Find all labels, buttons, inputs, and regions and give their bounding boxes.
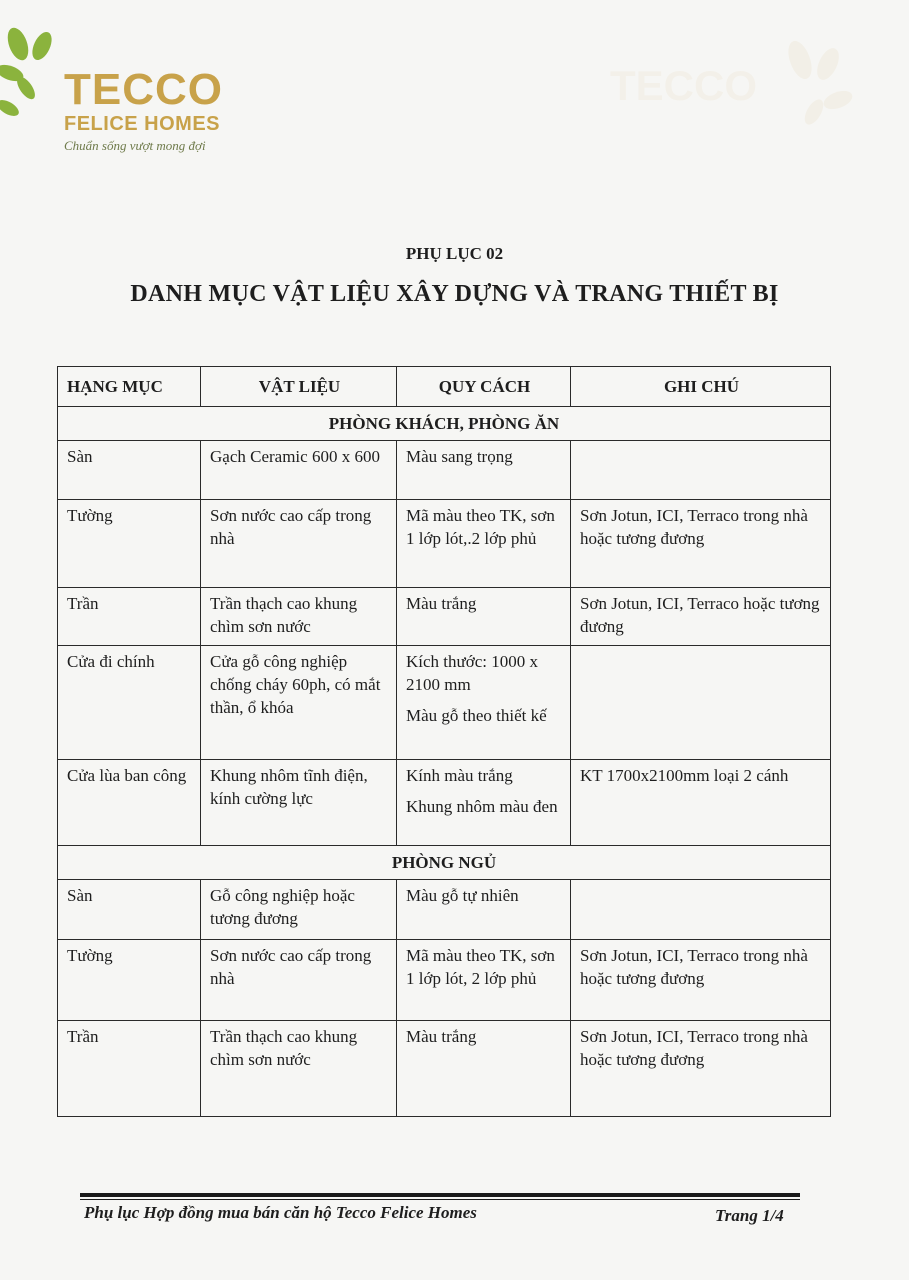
section-title: PHÒNG NGỦ <box>58 846 831 880</box>
brand-logo <box>0 18 260 153</box>
table-row <box>58 940 831 1021</box>
cell-item: Sàn <box>58 880 201 940</box>
cell-material: Trần thạch cao khung chìm sơn nước <box>201 588 397 646</box>
document-subtitle: PHỤ LỤC 02 <box>405 244 504 263</box>
cell-spec <box>397 500 571 588</box>
table-row <box>58 880 831 940</box>
cell-item: Trần <box>58 588 201 646</box>
table-row <box>58 646 831 760</box>
section-title: PHÒNG KHÁCH, PHÒNG ĂN <box>58 407 831 441</box>
cell-material: Sơn nước cao cấp trong nhà <box>201 940 397 1021</box>
cell-spec <box>397 760 571 846</box>
cell-note <box>571 646 831 760</box>
cell-material: Trần thạch cao khung chìm sơn nước <box>201 1021 397 1117</box>
cell-note: Sơn Jotun, ICI, Terraco trong nhà hoặc tương đương <box>571 1021 831 1117</box>
spec-line: Màu gỗ theo thiết kế <box>406 706 547 725</box>
spec-line: Màu gỗ tự nhiên <box>406 886 519 905</box>
cell-item: Cửa lùa ban công <box>58 760 201 846</box>
footer-divider-thin <box>80 1199 800 1200</box>
spec-line: Khung nhôm màu đen <box>406 797 558 816</box>
cell-material: Khung nhôm tĩnh điện, kính cường lực <box>201 760 397 846</box>
cell-material: Sơn nước cao cấp trong nhà <box>201 500 397 588</box>
table-header-row <box>58 367 831 407</box>
cell-material: Cửa gỗ công nghiệp chống cháy 60ph, có mắt thần, ổ khóa <box>201 646 397 760</box>
cell-item: Trần <box>58 1021 201 1117</box>
cell-spec <box>397 441 571 500</box>
column-header-spec: QUY CÁCH <box>397 367 571 407</box>
cell-spec <box>397 588 571 646</box>
cell-spec <box>397 880 571 940</box>
watermark-brand-name: TECCO <box>610 62 757 109</box>
cell-item: Sàn <box>58 441 201 500</box>
leaf-logo-icon <box>0 18 70 148</box>
column-header-item: HẠNG MỤC <box>58 367 201 407</box>
brand-slogan: Chuẩn sống vượt mong đợi <box>64 138 206 153</box>
spec-line: Kích thước: 1000 x 2100 mm <box>406 652 538 694</box>
cell-note: Sơn Jotun, ICI, Terraco hoặc tương đương <box>571 588 831 646</box>
cell-note: KT 1700x2100mm loại 2 cánh <box>571 760 831 846</box>
table-row <box>58 760 831 846</box>
cell-spec <box>397 646 571 760</box>
footer-divider <box>80 1193 800 1197</box>
cell-item: Cửa đi chính <box>58 646 201 760</box>
section-row <box>58 846 831 880</box>
spec-line: Màu sang trọng <box>406 447 513 466</box>
cell-note: Sơn Jotun, ICI, Terraco trong nhà hoặc tương đương <box>571 940 831 1021</box>
footer-contract-name: Phụ lục Hợp đồng mua bán căn hộ Tecco Felice Homes <box>84 1203 477 1222</box>
cell-spec <box>397 1021 571 1117</box>
table-row <box>58 500 831 588</box>
cell-note <box>571 441 831 500</box>
spec-line: Kính màu trắng <box>406 766 513 785</box>
spec-line: Màu trắng <box>406 594 477 613</box>
cell-spec <box>397 940 571 1021</box>
spec-line: Mã màu theo TK, sơn 1 lớp lót,.2 lớp phủ <box>406 506 555 548</box>
document-title: DANH MỤC VẬT LIỆU XÂY DỰNG VÀ TRANG THIẾT BỊ <box>130 281 779 307</box>
cell-note <box>571 880 831 940</box>
column-header-note: GHI CHÚ <box>571 367 831 407</box>
section-row <box>58 407 831 441</box>
cell-item: Tường <box>58 940 201 1021</box>
brand-sub: FELICE HOMES <box>64 113 221 135</box>
cell-material: Gỗ công nghiệp hoặc tương đương <box>201 880 397 940</box>
spec-line: Màu trắng <box>406 1027 477 1046</box>
footer-page-number: Trang 1/4 <box>715 1206 784 1225</box>
column-header-material: VẬT LIỆU <box>201 367 397 407</box>
table-row <box>58 1021 831 1117</box>
cell-material: Gạch Ceramic 600 x 600 <box>201 441 397 500</box>
table-row <box>58 441 831 500</box>
cell-item: Tường <box>58 500 201 588</box>
brand-name: TECCO <box>64 65 223 114</box>
materials-table <box>57 366 831 1117</box>
spec-line: Mã màu theo TK, sơn 1 lớp lót, 2 lớp phủ <box>406 946 555 988</box>
table-row <box>58 588 831 646</box>
cell-note: Sơn Jotun, ICI, Terraco trong nhà hoặc tương đương <box>571 500 831 588</box>
